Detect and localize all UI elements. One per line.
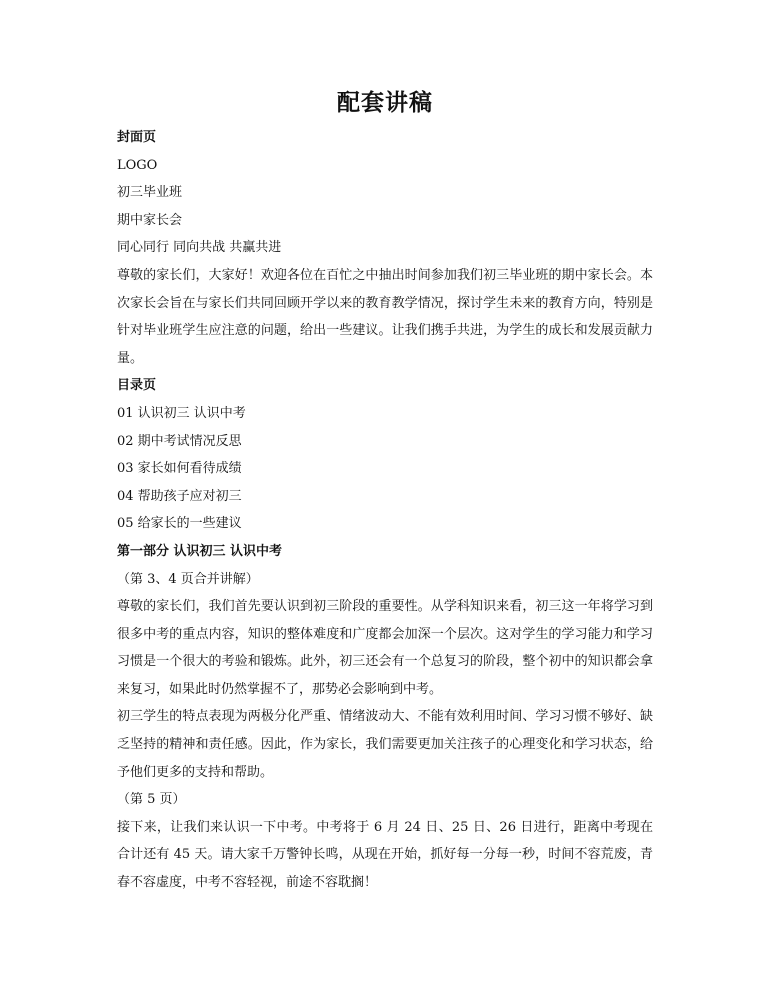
toc-heading: 目录页 (117, 378, 157, 394)
document-title: 配套讲稿 (337, 89, 433, 116)
part1-paragraph-1: 尊敬的家长们，我们首先要认识到初三阶段的重要性。从学科知识来看，初三这一年将学习到很多中考的重点内容，知识的整体难度和广度都会加深一个层次。这对学生的学习能力和学习习惯是一个很大的考验和锻炼。此外，初三还会有一个总复习的阶段，整个初中的知识都会拿来复习，如果此时仍然掌握不了，那势必会影响到中考。 (117, 599, 653, 697)
toc-item: 05 给家长的一些建议 (117, 516, 242, 532)
part1-note-pages-3-4: （第 3、4 页合并讲解） (117, 571, 259, 587)
document-body (117, 124, 653, 897)
part1-heading: 第一部分 认识初三 认识中考 (117, 543, 283, 559)
cover-slogan: 同心同行 同向共战 共赢共进 (117, 240, 282, 256)
part1-paragraph-3: 接下来，让我们来认识一下中考。中考将于 6 月 24 日、25 日、26 日进行，距离中考现在合计还有 45 天。请大家千万警钟长鸣，从现在开始，抓好每一分每一秒，时间不容荒废，青春不容虚度，中考不容轻视，前途不容耽搁！ (117, 819, 653, 891)
toc-item: 02 期中考试情况反思 (117, 433, 242, 449)
cover-heading: 封面页 (117, 130, 157, 145)
cover-meeting-name: 期中家长会 (117, 212, 183, 228)
toc-item: 03 家长如何看待成绩 (117, 461, 242, 477)
cover-intro-paragraph: 尊敬的家长们，大家好！欢迎各位在百忙之中抽出时间参加我们初三毕业班的期中家长会。本次家长会旨在与家长们共同回顾开学以来的教育教学情况，探讨学生未来的教育方向，特别是针对毕业班学生应注意的问题，给出一些建议。让我们携手共进，为学生的成长和发展贡献力量。 (117, 267, 653, 366)
cover-logo-text: LOGO (117, 157, 158, 173)
toc-item: 01 认识初三 认识中考 (117, 405, 246, 421)
cover-class-name: 初三毕业班 (117, 185, 183, 201)
toc-item: 04 帮助孩子应对初三 (117, 488, 242, 504)
part1-note-page-5: （第 5 页） (117, 792, 186, 808)
part1-paragraph-2: 初三学生的特点表现为两极分化严重、情绪波动大、不能有效利用时间、学习习惯不够好、缺乏坚持的精神和责任感。因此，作为家长，我们需要更加关注孩子的心理变化和学习状态，给予他们更多的支持和帮助。 (117, 709, 653, 780)
